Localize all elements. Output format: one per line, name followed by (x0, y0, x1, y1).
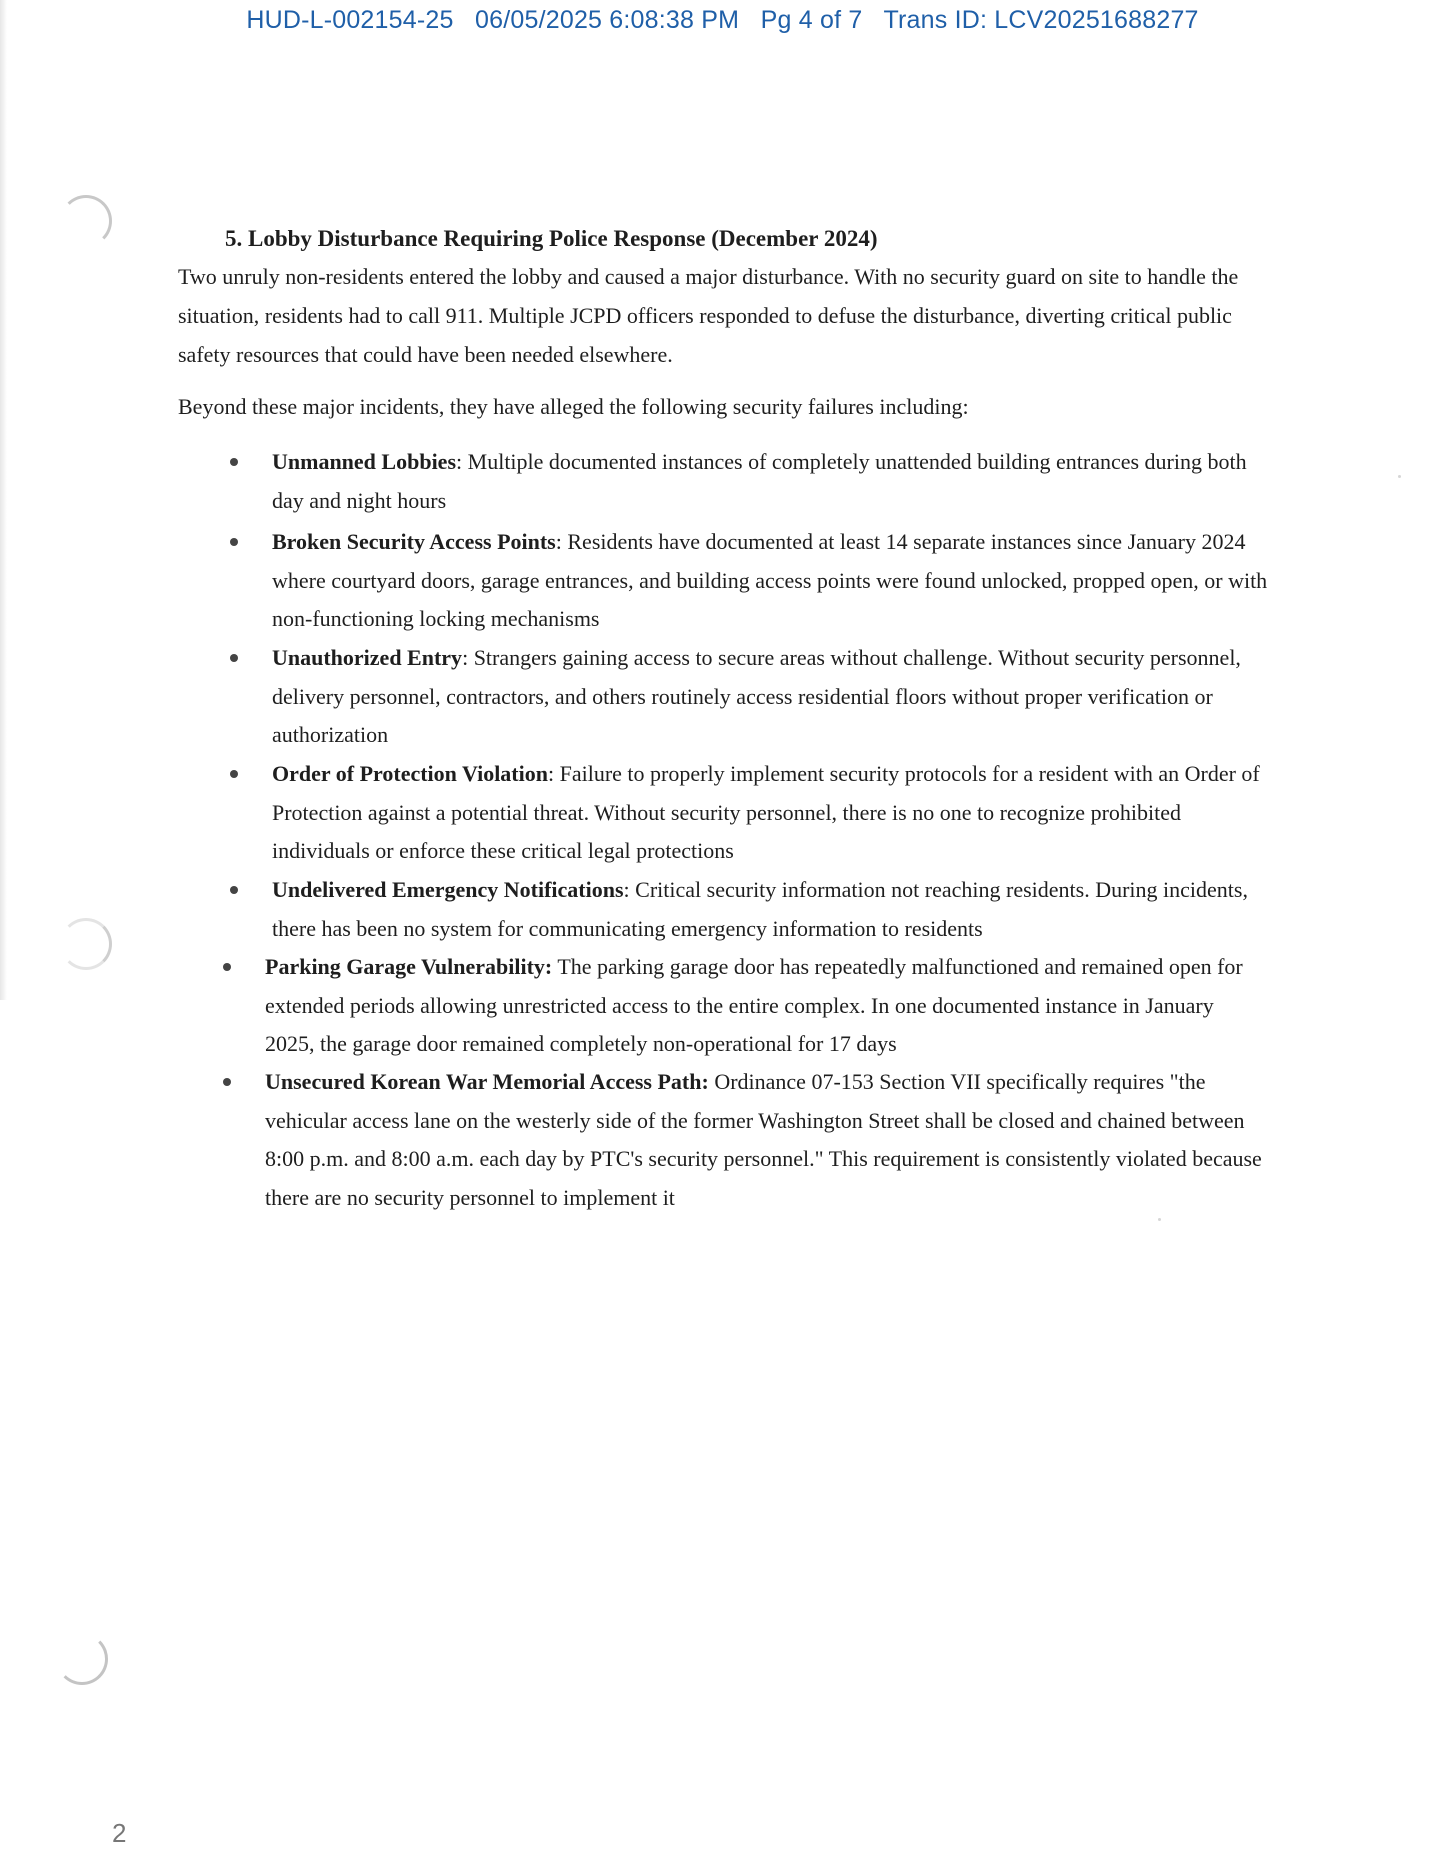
scan-speck (1398, 475, 1401, 478)
item-label: Unsecured Korean War Memorial Access Path: (265, 1069, 709, 1094)
bullet-dot (223, 963, 231, 971)
scan-edge-shadow (0, 0, 7, 1000)
item-label: Unauthorized Entry (272, 645, 463, 670)
item-text: The parking garage door has repeatedly malfunctioned and remained open for extended periods allowing unrestricted access to the entire complex. In one documented instance in January 2025, the garage door remained completely non-operational for 17 days (265, 954, 1243, 1056)
item-label: Undelivered Emergency Notifications (272, 877, 624, 902)
list-item (272, 443, 1282, 520)
page-number: 2 (112, 1818, 127, 1848)
transaction-id: Trans ID: LCV20251688277 (883, 6, 1199, 34)
list-item (272, 755, 1282, 871)
scan-speck (1158, 1218, 1161, 1221)
item-text: Strangers gaining access to secure areas without challenge. Without security personnel, delivery personnel, contractors, and others routinely access residential floors without proper verification or authorization (272, 645, 1241, 747)
item-label-separator: : (456, 449, 463, 474)
item-text: Ordinance 07-153 Section VII specifically requires "the vehicular access lane on the westerly side of the former Washington Street shall be closed and chained between 8:00 p.m. and 8:00 a.m. each day by PTC's security personnel." This requirement is consistently violated because there are no security personnel to implement it (265, 1069, 1262, 1210)
page-indicator: Pg 4 of 7 (760, 6, 863, 34)
section-body: Two unruly non-residents entered the lobby and caused a major disturbance. With no security guard on site to handle the situation, residents had to call 911. Multiple JCPD officers responded to defuse the disturbance, diverting critical public safety resources that could have been needed elsewhere. (178, 264, 1239, 367)
list-item (272, 871, 1282, 948)
bullet-dot (223, 1078, 231, 1086)
item-label: Unmanned Lobbies (272, 449, 457, 474)
bullet-dot (230, 654, 238, 662)
punch-hole-mark (60, 195, 112, 247)
punch-hole-mark (60, 918, 112, 970)
punch-hole-mark (56, 1633, 108, 1685)
section-heading: 5. Lobby Disturbance Requiring Police Response (December 2024) (225, 226, 878, 251)
item-text: Critical security information not reaching residents. During incidents, there has been no system for communicating emergency information to residents (272, 877, 1248, 941)
item-label: Parking Garage Vulnerability: (265, 954, 553, 979)
filing-stamp-header (0, 6, 1445, 35)
item-label: Broken Security Access Points (272, 529, 556, 554)
list-item (272, 639, 1282, 755)
item-label-separator: : (623, 877, 630, 902)
list-item (265, 948, 1265, 1064)
item-label: Order of Protection Violation (272, 761, 548, 786)
list-item (265, 1063, 1265, 1217)
item-label-separator: : (555, 529, 562, 554)
intro-paragraph: Beyond these major incidents, they have alleged the following security failures including: (178, 394, 969, 419)
list-item (272, 523, 1282, 639)
bullet-dot (230, 770, 238, 778)
bullet-dot (230, 458, 238, 466)
docket-number: HUD-L-002154-25 (246, 6, 454, 34)
item-text: Failure to properly implement security protocols for a resident with an Order of Protection against a potential threat. Without security personnel, there is no one to recognize prohibited individuals or enforce these critical legal protections (272, 761, 1260, 863)
item-text: Multiple documented instances of completely unattended building entrances during both day and night hours (272, 449, 1247, 513)
bullet-dot (230, 886, 238, 894)
item-text: Residents have documented at least 14 separate instances since January 2024 where courtyard doors, garage entrances, and building access points were found unlocked, propped open, or with non-functioning locking mechanisms (272, 529, 1268, 631)
item-label-separator: : (462, 645, 469, 670)
bullet-dot (230, 538, 238, 546)
filing-datetime: 06/05/2025 6:08:38 PM (475, 6, 740, 34)
item-label-separator: : (547, 761, 555, 786)
